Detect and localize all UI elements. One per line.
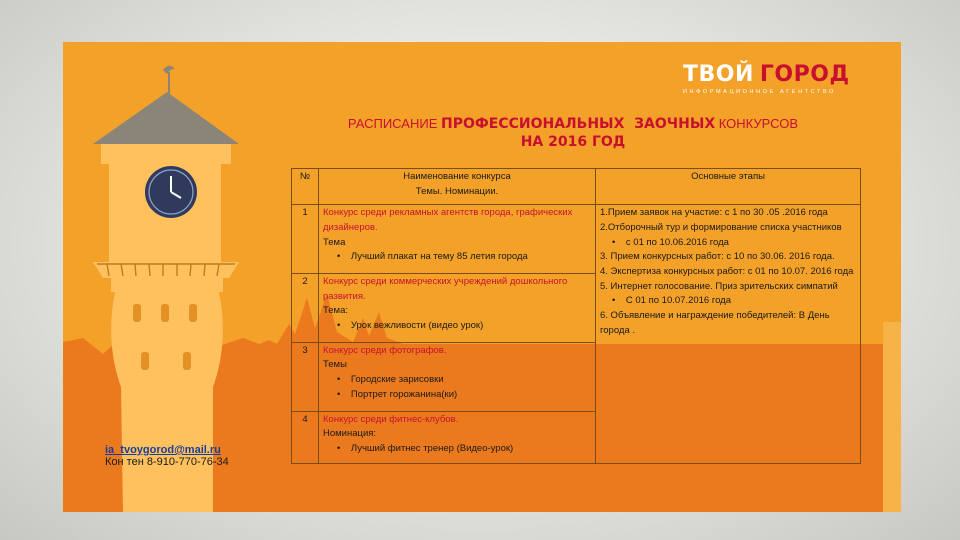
contest-title: Конкурс среди фитнес-клубов.: [323, 413, 459, 425]
contest-cell: [319, 342, 596, 411]
contest-item: • Лучший плакат на тему 85 летия города: [337, 251, 528, 263]
contest-item: • Портрет горожанина(ки): [337, 388, 458, 400]
table-header-row: [292, 169, 861, 205]
page-title: [293, 116, 853, 150]
brand-tagline: ИНФОРМАЦИОННОЕ АГЕНТСТВО: [683, 89, 836, 95]
contest-cell: [319, 411, 596, 463]
contest-item: • Урок вежливости (видео урок): [337, 320, 484, 332]
header-name-line1: Наименование конкурса: [403, 171, 511, 182]
contest-item-text: Лучший плакат на тему 85 летия города: [350, 251, 528, 263]
row-num: 2: [292, 273, 319, 342]
contest-item: • Лучший фитнес тренер (Видео-урок): [337, 442, 514, 454]
title-part-3: КОНКУРСОВ: [718, 116, 799, 131]
contest-label: Тема: [323, 236, 346, 248]
contest-label: Тема:: [323, 305, 349, 317]
brand-title: [683, 62, 883, 87]
slide: [63, 42, 901, 512]
clock-icon: [145, 166, 197, 218]
title-part-1: РАСПИСАНИЕ: [347, 116, 438, 131]
header-num: №: [292, 169, 319, 205]
contest-cell: [319, 205, 596, 274]
contest-item: • Городские зарисовки: [337, 374, 444, 386]
contest-item-text: Урок вежливости (видео урок): [350, 320, 484, 332]
right-stripe: [883, 322, 901, 512]
brand-word-1: ТВОЙ: [683, 62, 754, 87]
row-num: 1: [292, 205, 319, 274]
header-name: [319, 169, 596, 205]
stage-5-dates: • С 01 по 10.07.2016 года: [612, 295, 732, 307]
title-line-2: НА 2016 ГОД: [520, 134, 626, 150]
stage-5: 5. Интернет голосование. Приз зрительских симпатий: [600, 280, 838, 292]
contest-title: Конкурс среди рекламных агентств города, графических дизайнеров.: [323, 207, 573, 233]
contest-item-text: Лучший фитнес тренер (Видео-урок): [350, 442, 514, 454]
contest-label: Номинация:: [323, 428, 377, 440]
stage-6: 6. Объявление и награждение победителей: В День города .: [600, 310, 830, 336]
contacts: [105, 444, 229, 468]
header-name-line2: Темы. Номинации.: [415, 185, 499, 197]
phone-text: Кон тен 8-910-770-76-34: [105, 456, 229, 468]
stages-cell: [596, 205, 861, 464]
row-num: 3: [292, 342, 319, 411]
schedule-table: [291, 168, 861, 464]
email-link[interactable]: ia_tvoygorod@mail.ru: [105, 444, 221, 456]
stage-5-dates-text: С 01 по 10.07.2016 года: [625, 295, 732, 307]
row-num: 4: [292, 411, 319, 463]
contest-label: Темы: [323, 359, 347, 371]
table-row: [292, 205, 861, 274]
stage-2: 2.Отборочный тур и формирование списка участников: [600, 221, 842, 233]
stage-3: 3. Прием конкурсных работ: с 10 по 30.06. 2016 года.: [600, 251, 835, 263]
title-line-1: [293, 116, 853, 132]
stage-2-dates-text: с 01 по 10.06.2016 года: [625, 236, 729, 248]
contest-item-text: Городские зарисовки: [350, 374, 444, 386]
stage-2-dates: • с 01 по 10.06.2016 года: [612, 236, 729, 248]
header-stages: Основные этапы: [596, 169, 861, 205]
contest-title: Конкурс среди коммерческих учреждений дошкольного развития.: [323, 275, 568, 302]
title-part-2: ПРОФЕССИОНАЛЬНЫХ ЗАОЧНЫХ: [441, 116, 716, 132]
contest-title: Конкурс среди фотографов.: [323, 344, 447, 356]
brand-word-2: ГОРОД: [759, 62, 850, 87]
brand-logo: [683, 62, 883, 95]
stage-4: 4. Экспертиза конкурсных работ: с 01 по 10.07. 2016 года: [600, 265, 854, 277]
contest-cell: [319, 273, 596, 342]
tower-roof: [93, 92, 239, 144]
stage-1: 1.Прием заявок на участие: с 1 по 30 .05 .2016 года: [600, 207, 828, 219]
contest-item-text: Портрет горожанина(ки): [350, 388, 458, 400]
